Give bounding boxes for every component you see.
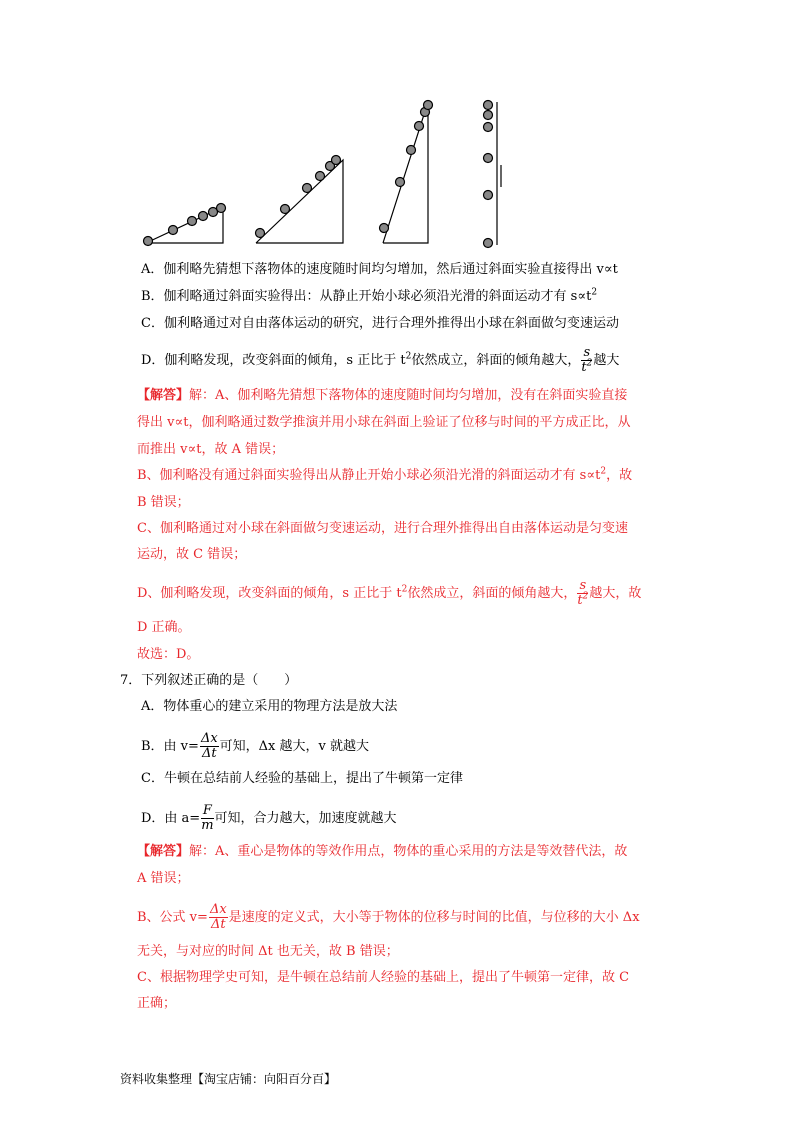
q7-option-d: D．由 a= $\frac{F}{m}$ 可知，合力越大，加速度就越大 — [141, 803, 397, 833]
fraction-s-over-t2: $\frac{s}{t^2}$ — [581, 345, 593, 375]
q7-option-b: B．由 v= $\frac{\Delta x}{\Delta t}$ 可知，Δx 越大，v 就越大 — [141, 731, 370, 761]
q7-answer-a-line2: A 错误； — [137, 871, 190, 886]
q6-answer-a-line1: 【解答】解：A、伽利略先猜想下落物体的速度随时间均匀增加，没有在斜面实验直接 — [137, 388, 628, 403]
ball — [316, 172, 325, 181]
fraction-f-over-m: $\frac{F}{m}$ — [201, 803, 214, 833]
incline-2 — [256, 160, 343, 243]
ball — [188, 217, 197, 226]
q6-option-b: B．伽利略通过斜面实验得出：从静止开始小球必须沿光滑的斜面运动才有 $s\propto t^2$ — [141, 287, 598, 304]
fraction-dx-over-dt: $\frac{\Delta x}{\Delta t}$ — [209, 902, 227, 932]
ball — [144, 237, 153, 246]
ball — [484, 239, 493, 248]
q7-option-a: A．物体重心的建立采用的物理方法是放大法 — [141, 699, 398, 714]
q7-answer-b-line1: B、公式 v= $\frac{\Delta x}{\Delta t}$ 是速度的定义式，大小等于物体的位移与时间的比值，与位移的大小 Δx — [137, 902, 640, 932]
ball — [169, 226, 178, 235]
q6-answer-d-line2: D 正确。 — [137, 620, 191, 635]
ball — [407, 146, 416, 155]
ball — [199, 212, 208, 221]
q6-answer-c-line2: 运动，故 C 错误； — [137, 547, 247, 562]
q6-answer-a-line2: 得出 v∝t，伽利略通过数学推演并用小球在斜面上验证了位移与时间的平方成正比，从 — [137, 415, 631, 430]
ball — [484, 154, 493, 163]
ball — [424, 101, 433, 110]
q7-answer-c-line1: C、根据物理学史可知，是牛顿在总结前人经验的基础上，提出了牛顿第一定律，故 C — [137, 970, 630, 985]
ball — [281, 205, 290, 214]
q7-option-c: C．牛顿在总结前人经验的基础上，提出了牛顿第一定律 — [141, 771, 463, 786]
q6-answer-d-line1: D、伽利略发现，改变斜面的倾角，s 正比于 $t^2$依然成立，斜面的倾角越大， $\frac{s}{t^2}$ 越大，故 — [137, 578, 642, 608]
q7-answer-c-line2: 正确； — [137, 996, 177, 1011]
page-footer: 资料收集整理【淘宝店铺：向阳百分百】 — [120, 1072, 337, 1086]
q7-stem: 7．下列叙述正确的是（ ） — [120, 673, 298, 688]
q6-answer-a-line3: 而推出 v∝t，故 A 错误； — [137, 442, 285, 457]
q6-option-c: C．伽利略通过对自由落体运动的研究，进行合理外推得出小球在斜面做匀变速运动 — [141, 316, 619, 331]
fraction-dx-over-dt: $\frac{\Delta x}{\Delta t}$ — [200, 731, 218, 761]
ball — [217, 204, 226, 213]
q6-answer-select: 故选：D。 — [137, 647, 200, 662]
q6-option-d: D．伽利略发现，改变斜面的倾角，s 正比于 $t^2$依然成立，斜面的倾角越大， $\frac{s}{t^2}$ 越大 — [141, 345, 620, 375]
inclined-planes-figure — [138, 95, 508, 250]
q6-answer-c-line1: C、伽利略通过对小球在斜面做匀变速运动，进行合理外推得出自由落体运动是匀变速 — [137, 521, 628, 536]
ball — [256, 229, 265, 238]
ball — [484, 111, 493, 120]
ball — [380, 224, 389, 233]
q6-answer-b-line1: B、伽利略没有通过斜面实验得出从静止开始小球必须沿光滑的斜面运动才有 $s\propto t^2$，故 — [137, 466, 633, 483]
ball — [332, 156, 341, 165]
ball — [484, 191, 493, 200]
ball — [415, 122, 424, 131]
q6-option-a: A．伽利略先猜想下落物体的速度随时间均匀增加，然后通过斜面实验直接得出 v∝t — [141, 262, 618, 277]
fraction-s-over-t2: $\frac{s}{t^2}$ — [577, 578, 589, 608]
q7-answer-a-line1: 【解答】解：A、重心是物体的等效作用点，物体的重心采用的方法是等效替代法，故 — [137, 844, 628, 859]
ball — [484, 101, 493, 110]
q7-answer-b-line2: 无关，与对应的时间 Δt 也无关，故 B 错误； — [137, 944, 399, 959]
ball — [396, 178, 405, 187]
ball — [303, 184, 312, 193]
q6-answer-b-line2: B 错误； — [137, 495, 190, 510]
ball — [484, 123, 493, 132]
